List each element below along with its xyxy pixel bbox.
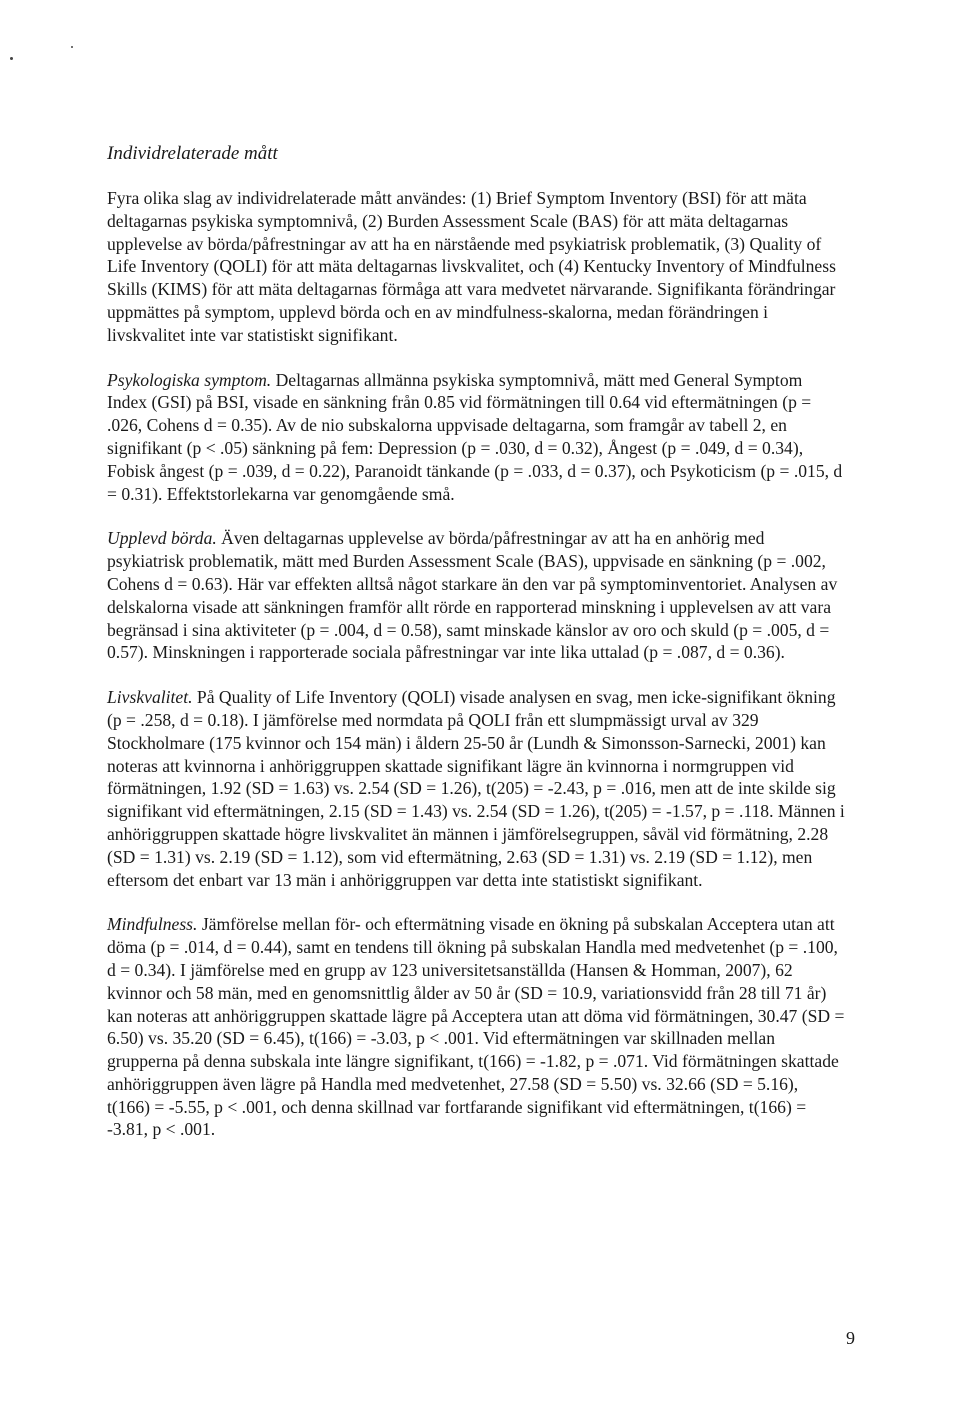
paragraph-text: Deltagarnas allmänna psykiska symptomnivå, mätt med General Symptom Index (GSI) på BSI, visade en sänkning från 0.85 vid förmätningen till 0.64 vid eftermätningen (p = .026, Cohens d = 0.35). Av de nio subskalorna uppvisade deltagarna, som framgår av tabell 2, en signifikant (p < .05) sänkning på fem: Depression (p = .030, d = 0.32), Ångest (p = .049, d = 0.34), Fobisk ångest (p = .039, d = 0.22), Paranoidt tänkande (p = .033, d = 0.37), och Psykoticism (p = .015, d = 0.31). Effektstorlekarna var genomgående små. xyxy=(107,369,843,504)
paragraph-upplevd-borda xyxy=(107,527,845,664)
paragraph-text: På Quality of Life Inventory (QOLI) visade analysen en svag, men icke-signifikant ökning (p = .258, d = 0.18). I jämförelse med normdata på QOLI från ett slumpmässigt urval av 329 Stockholmare (175 kvinnor och 154 män) i åldern 25-50 år (Lundh & Simonsson-Sarnecki, 2001) kan noteras att kvinnorna i anhöriggruppen skattade signifikant lägre än kvinnorna i normgruppen vid förmätningen, 1.92 (SD = 1.63) vs. 2.54 (SD = 1.26), t(205) = -2.43, p = .016, men att de inte skilde sig signifikant vid eftermätningen, 2.15 (SD = 1.43) vs. 2.54 (SD = 1.26), t(205) = -1.57, p = .118. Männen i anhöriggruppen skattade högre livskvalitet än männen i jämförelsegruppen, såväl vid förmätning, 2.28 (SD = 1.31) vs. 2.19 (SD = 1.12), som vid eftermätning, 2.63 (SD = 1.31) vs. 2.19 (SD = 1.12), men eftersom det enbart var 13 män i anhöriggruppen var detta inte statistiskt signifikant. xyxy=(107,687,845,890)
scan-speck xyxy=(71,46,73,48)
paragraph-runin-heading: Upplevd börda. xyxy=(107,528,217,549)
paragraph-runin-heading: Mindfulness. xyxy=(107,914,198,935)
paragraph-intro xyxy=(107,187,845,347)
scan-speck xyxy=(10,57,13,60)
paragraph-livskvalitet xyxy=(107,686,845,891)
document-body xyxy=(107,142,845,1163)
paragraph-text: Fyra olika slag av individrelaterade mått användes: (1) Brief Symptom Inventory (BSI) för att mäta deltagarnas psykiska symptomnivå, (2) Burden Assessment Scale (BAS) för att mäta deltagarnas upplevelse av börda/påfrestningar av att ha en närstående med psykiatrisk problematik, (3) Quality of Life Inventory (QOLI) för att mäta deltagarnas livskvalitet, och (4) Kentucky Inventory of Mindfulness Skills (KIMS) för att mäta deltagarnas förmåga att vara medvetet närvarande. Signifikanta förändringar uppmättes på symptom, upplevd börda och en av mindfulness-skalorna, medan förändringen i livskvalitet inte var statistiskt signifikant. xyxy=(107,188,836,345)
paragraph-runin-heading: Livskvalitet. xyxy=(107,687,193,708)
paragraph-text: Även deltagarnas upplevelse av börda/påfrestningar av att ha en anhörig med psykiatrisk problematik, mätt med Burden Assessment Scale (BAS), uppvisade en sänkning (p = .002, Cohens d = 0.63). Här var effekten alltså något starkare än den var på symptominventoriet. Analysen av delskalorna visade att sänkningen framför allt rörde en rapporterad minskning i upplevelsen av att vara begränsad i sina aktiviteter (p = .004, d = 0.58), samt minskade känslor av oro och skuld (p = .005, d = 0.57). Minskningen i rapporterade sociala påfrestningar var inte lika uttalad (p = .087, d = 0.36). xyxy=(107,528,838,663)
paragraph-text: Jämförelse mellan för- och eftermätning visade en ökning på subskalan Acceptera utan att döma (p = .014, d = 0.44), samt en tendens till ökning på subskalan Handla med medvetenhet (p = .100, d = 0.34). I jämförelse med en grupp av 123 universitetsanställda (Hansen & Homman, 2007), 62 kvinnor och 58 män, med en genomsnittlig ålder av 50 år (SD = 10.9, variationsvidd från 28 till 71 år) kan noteras att anhöriggruppen skattade lägre på Acceptera utan att döma vid förmätningen, 30.47 (SD = 6.50) vs. 35.20 (SD = 6.45), t(166) = -3.03, p < .001. Vid eftermätningen var skillnaden mellan grupperna på denna subskala inte längre signifikant, t(166) = -1.82, p = .071. Vid förmätningen skattade anhöriggruppen även lägre på Handla med medvetenhet, 27.58 (SD = 5.50) vs. 32.66 (SD = 5.16), t(166) = -5.55, p < .001, och denna skillnad var fortfarande signifikant vid eftermätningen, t(166) = -3.81, p < .001. xyxy=(107,914,845,1140)
page-number: 9 xyxy=(846,1328,855,1348)
paragraph-mindfulness xyxy=(107,913,845,1141)
section-heading: Individrelaterade mått xyxy=(107,143,278,164)
paragraph-psykologiska-symptom xyxy=(107,369,845,506)
paragraph-runin-heading: Psykologiska symptom. xyxy=(107,369,272,390)
